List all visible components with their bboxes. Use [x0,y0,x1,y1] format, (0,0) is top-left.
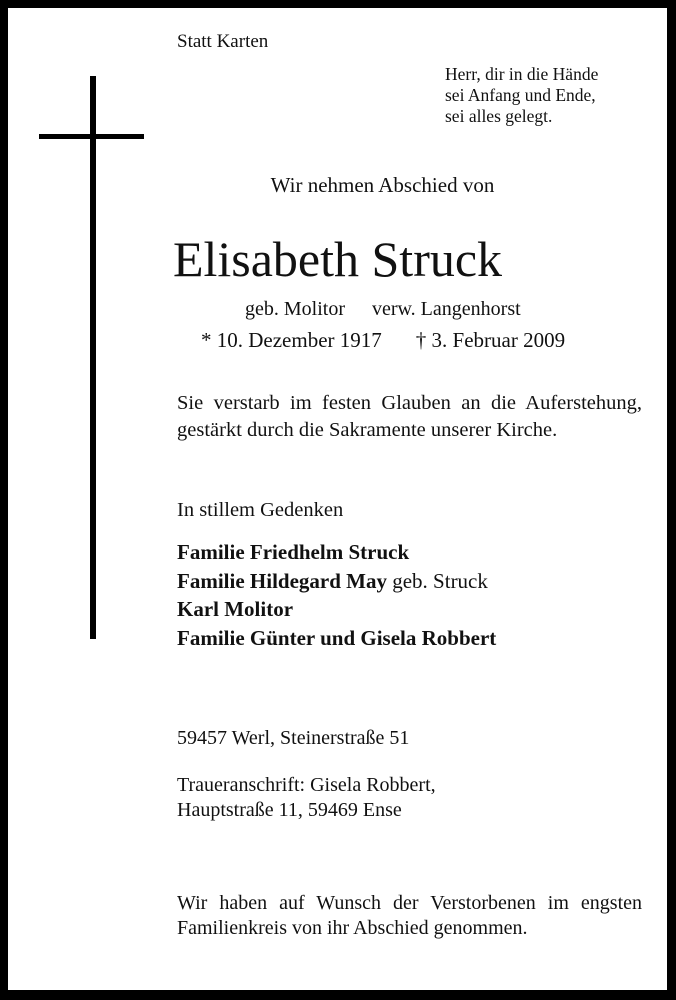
mourner-name: Karl Molitor [177,597,294,621]
mourner-suffix: geb. Struck [386,568,488,593]
verse-line: sei Anfang und Ende, [445,85,596,105]
closing-note: Wir haben auf Wunsch der Verstorbenen im engsten Familienkreis von ihr Abschied genommen. [177,892,642,939]
mourner [177,595,496,624]
widowed-name: verw. Langenhorst [372,298,521,320]
statt-karten: Statt Karten [177,31,269,52]
mourner [177,538,496,567]
death-date: † 3. Februar 2009 [415,328,566,352]
obituary-notice [8,8,667,990]
mourner [177,624,496,653]
home-address: 59457 Werl, Steinerstraße 51 [177,727,410,749]
mourner-name: Familie Günter und Gisela Robbert [177,625,497,650]
verse-line: Herr, dir in die Hände [445,64,599,84]
deceased-name [8,230,667,288]
cross-icon-bar [39,134,144,139]
mourner [177,567,496,596]
cross-icon [90,76,96,639]
mourner-name: Familie Friedhelm Struck [177,540,410,564]
mourners-heading: In stillem Gedenken [177,499,344,521]
maiden-name: geb. Molitor [245,298,345,320]
life-dates [201,328,565,353]
name-details [245,298,521,321]
mourning-address-line: Traueranschrift: Gisela Robbert, [177,774,436,796]
birth-date: * 10. Dezember 1917 [201,328,382,352]
mourners-list [177,538,496,652]
mourning-address [177,773,436,823]
intro-text: Wir nehmen Abschied von [270,173,495,197]
verse-line: sei alles gelegt. [445,106,553,126]
mourner-name: Familie Hildegard May [177,568,387,593]
verse [445,64,598,127]
faith-statement: Sie verstarb im festen Glauben an die Auferstehung, gestärkt durch die Sakramente unserer Kirche. [177,392,642,441]
deceased-name-text: Elisabeth Struck [172,231,503,287]
mourning-address-line: Hauptstraße 11, 59469 Ense [177,799,402,821]
